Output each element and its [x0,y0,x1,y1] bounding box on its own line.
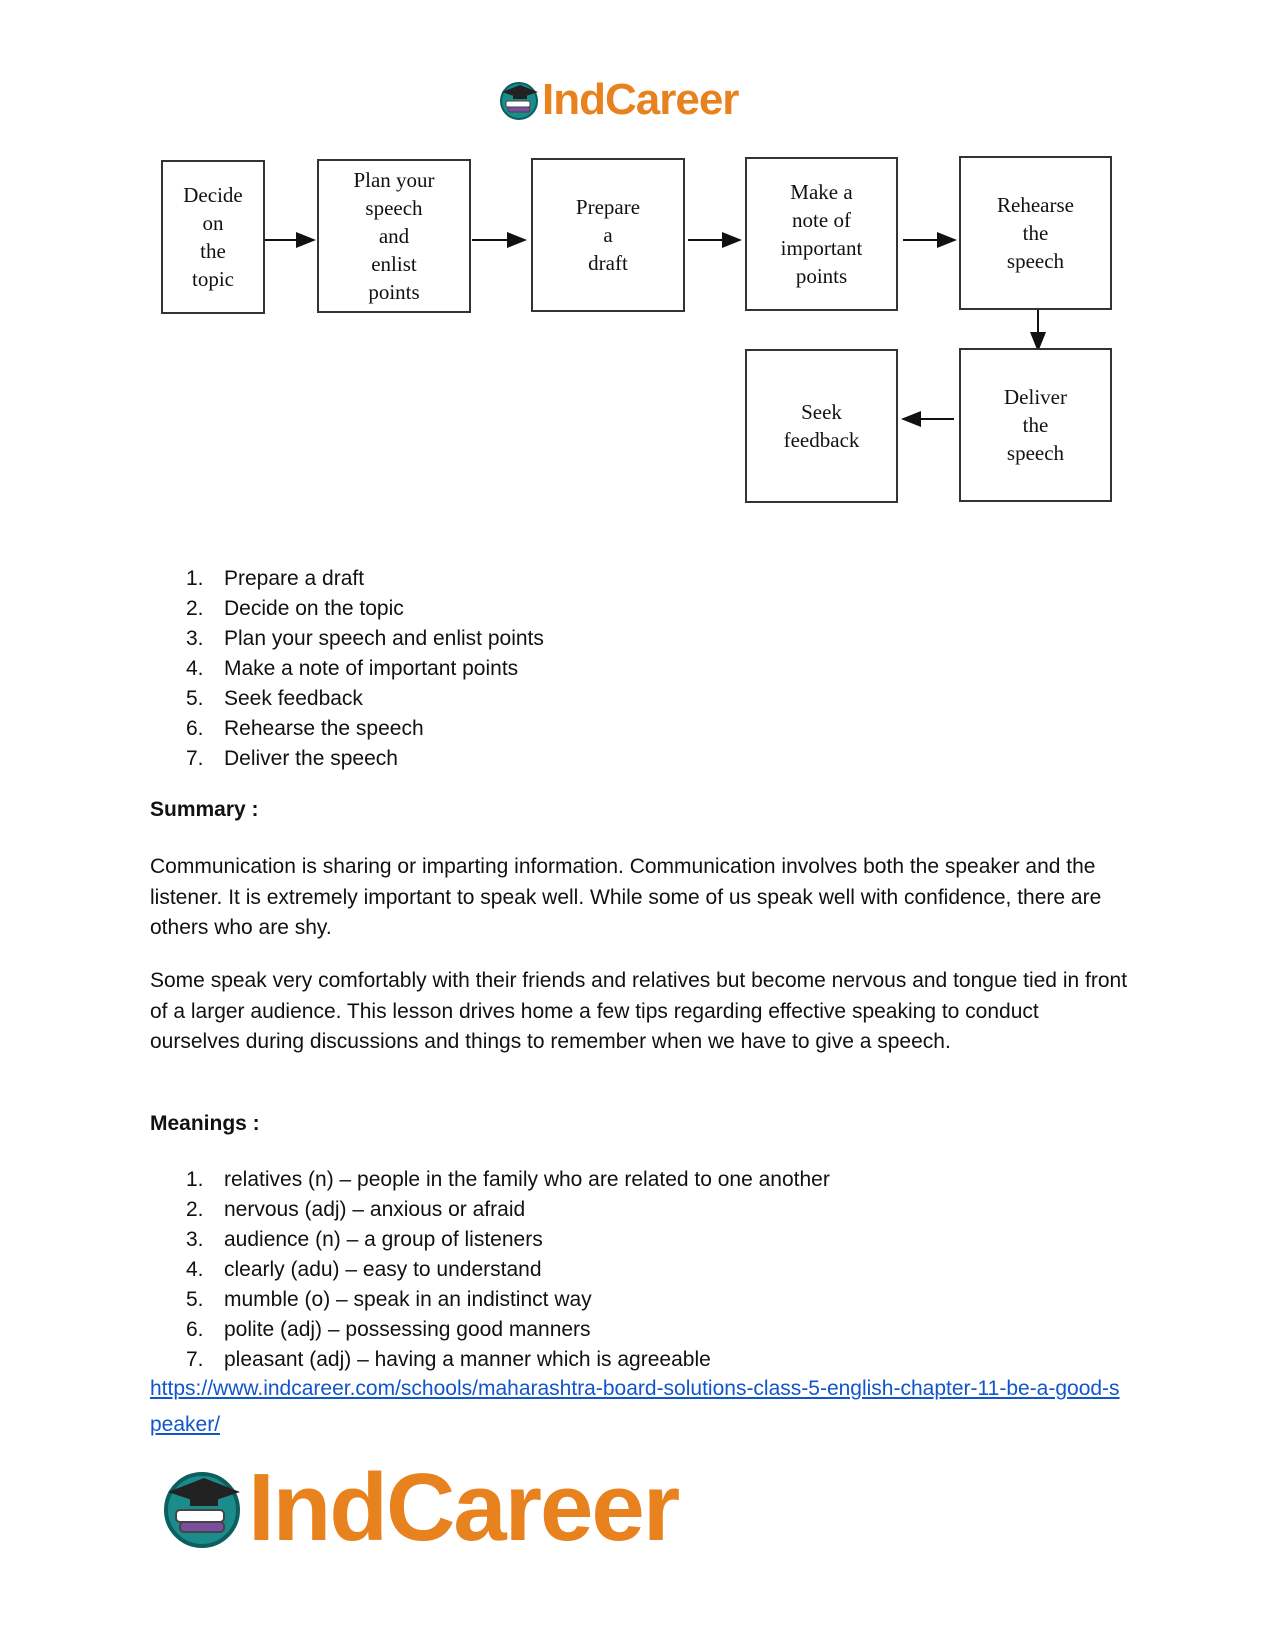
flow-box-deliver: Deliver the speech [959,348,1112,502]
source-link[interactable]: https://www.indcareer.com/schools/maharashtra-board-solutions-class-5-english-chapter-11-be-a-good-speaker/ [150,1377,1120,1436]
list-item: 4. Make a note of important points [186,657,519,680]
brand-wordmark: IndCareer [248,1454,679,1561]
list-item: 3. audience (n) – a group of listeners [186,1228,543,1251]
list-item: 5. Seek feedback [186,687,363,710]
flow-box-decide: Decide on the topic [161,160,265,314]
brand-logo-bottom [160,1454,679,1561]
flow-box-rehearse: Rehearse the speech [959,156,1112,310]
meanings-list [150,1165,830,1375]
list-item: 7. pleasant (adj) – having a manner which is agreeable [186,1348,711,1371]
graduation-cap-globe-icon [160,1466,244,1550]
list-item: 1. relatives (n) – people in the family who are related to one another [186,1168,830,1191]
brand-wordmark: IndCareer [542,75,739,124]
list-item: 6. polite (adj) – possessing good manners [186,1318,591,1341]
meanings-heading: Meanings : [150,1112,260,1135]
list-item: 3. Plan your speech and enlist points [186,627,544,650]
list-item: 7. Deliver the speech [186,747,398,770]
steps-list [150,564,544,774]
flow-box-feedback: Seek feedback [745,349,898,503]
list-item: 2. Decide on the topic [186,597,404,620]
summary-heading: Summary : [150,798,259,821]
list-item: 2. nervous (adj) – anxious or afraid [186,1198,526,1221]
flow-box-note: Make a note of important points [745,157,898,311]
summary-paragraph-2: Some speak very comfortably with their friends and relatives but become nervous and tongue tied in front of a larger audience. This lesson drives home a few tips regarding effective speaking to conduct ourselves during discussions and things to remember when we have to give a speech. [150,969,1128,1053]
summary-paragraph-1: Communication is sharing or imparting information. Communication involves both the speaker and the listener. It is extremely important to speak well. While some of us speak well with confidence, there are others who are shy. [150,855,1102,939]
list-item: 5. mumble (o) – speak in an indistinct way [186,1288,592,1311]
flow-box-prepare: Prepare a draft [531,158,685,312]
list-item: 1. Prepare a draft [186,567,365,590]
list-item: 4. clearly (adu) – easy to understand [186,1258,542,1281]
flow-box-plan: Plan your speech and enlist points [317,159,471,313]
list-item: 6. Rehearse the speech [186,717,424,740]
